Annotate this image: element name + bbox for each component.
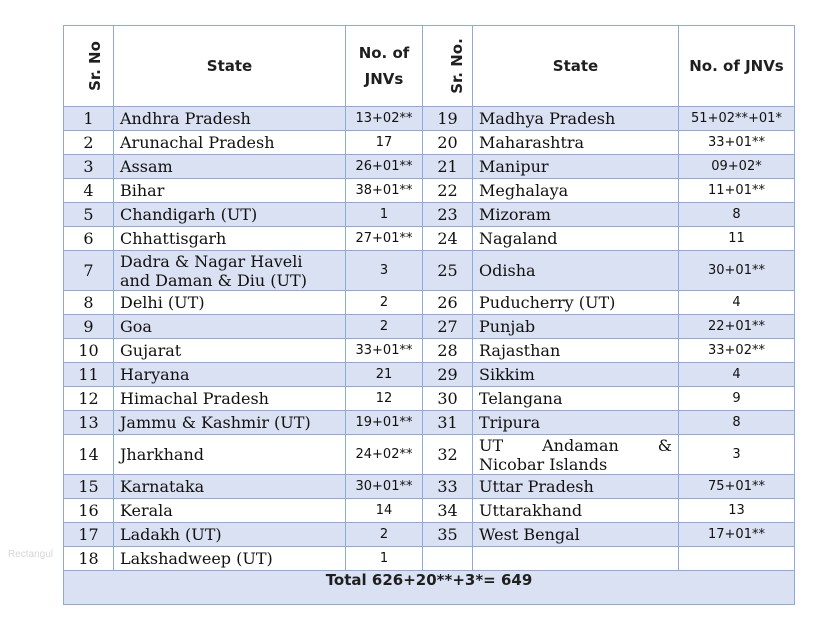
jnv-count-cell: 33+01** (679, 131, 795, 155)
sr-no-cell: 11 (64, 363, 114, 387)
sr-no-cell: 3 (64, 155, 114, 179)
jnv-count-cell: 2 (346, 523, 423, 547)
table-row (64, 107, 795, 131)
state-cell: Sikkim (473, 363, 679, 387)
sr-no-cell: 31 (423, 411, 473, 435)
jnv-count-cell: 3 (679, 435, 795, 475)
sr-no-cell: 5 (64, 203, 114, 227)
jnv-count-cell: 51+02**+01* (679, 107, 795, 131)
table-row (64, 475, 795, 499)
jnv-count-cell: 17+01** (679, 523, 795, 547)
state-cell: Punjab (473, 315, 679, 339)
state-cell: West Bengal (473, 523, 679, 547)
state-cell: Manipur (473, 155, 679, 179)
state-cell: Madhya Pradesh (473, 107, 679, 131)
jnv-state-table (63, 25, 795, 605)
table-row (64, 203, 795, 227)
sr-no-cell: 12 (64, 387, 114, 411)
table-row (64, 291, 795, 315)
state-cell: Maharashtra (473, 131, 679, 155)
state-cell: Ladakh (UT) (114, 523, 346, 547)
jnv-count-cell: 2 (346, 291, 423, 315)
jnv-count-cell: 26+01** (346, 155, 423, 179)
jnv-count-cell: 09+02* (679, 155, 795, 179)
header-state-right: State (473, 26, 679, 107)
header-sr-no-right: Sr. No. (423, 26, 473, 107)
header-state-left: State (114, 26, 346, 107)
jnv-count-cell: 4 (679, 363, 795, 387)
table-row (64, 363, 795, 387)
jnv-count-cell: 8 (679, 411, 795, 435)
jnv-count-cell: 1 (346, 203, 423, 227)
state-cell: Puducherry (UT) (473, 291, 679, 315)
state-cell: Chhattisgarh (114, 227, 346, 251)
jnv-count-cell: 12 (346, 387, 423, 411)
jnv-count-cell: 38+01** (346, 179, 423, 203)
sr-no-cell: 14 (64, 435, 114, 475)
jnv-count-cell (679, 547, 795, 571)
sr-no-cell: 19 (423, 107, 473, 131)
sr-no-cell: 22 (423, 179, 473, 203)
table-row (64, 227, 795, 251)
jnv-count-cell: 27+01** (346, 227, 423, 251)
sr-no-cell: 7 (64, 251, 114, 291)
state-cell: Rajasthan (473, 339, 679, 363)
state-cell: Jharkhand (114, 435, 346, 475)
table-row (64, 179, 795, 203)
state-cell: Goa (114, 315, 346, 339)
table-row (64, 547, 795, 571)
state-cell: Mizoram (473, 203, 679, 227)
header-jnvs-right: No. of JNVs (679, 26, 795, 107)
jnv-count-cell: 21 (346, 363, 423, 387)
state-cell: Arunachal Pradesh (114, 131, 346, 155)
sr-no-cell: 16 (64, 499, 114, 523)
table-row (64, 435, 795, 475)
table-row (64, 387, 795, 411)
state-cell: Kerala (114, 499, 346, 523)
state-cell: Bihar (114, 179, 346, 203)
sr-no-cell: 21 (423, 155, 473, 179)
jnv-count-cell: 30+01** (346, 475, 423, 499)
state-cell: Lakshadweep (UT) (114, 547, 346, 571)
sr-no-cell: 4 (64, 179, 114, 203)
jnv-count-cell: 30+01** (679, 251, 795, 291)
table-row (64, 131, 795, 155)
table-row (64, 499, 795, 523)
total-cell: Total 626+20**+3*= 649 (64, 571, 795, 605)
jnv-count-cell: 1 (346, 547, 423, 571)
table-row (64, 411, 795, 435)
state-cell: Delhi (UT) (114, 291, 346, 315)
sr-no-cell: 8 (64, 291, 114, 315)
sr-no-cell: 9 (64, 315, 114, 339)
sr-no-cell: 18 (64, 547, 114, 571)
jnv-count-cell: 11 (679, 227, 795, 251)
jnv-count-cell: 19+01** (346, 411, 423, 435)
jnv-count-cell: 33+01** (346, 339, 423, 363)
sr-no-cell: 1 (64, 107, 114, 131)
jnv-count-cell: 24+02** (346, 435, 423, 475)
table-row (64, 251, 795, 291)
jnv-count-cell: 2 (346, 315, 423, 339)
sr-no-cell: 26 (423, 291, 473, 315)
header-sr-no-left: Sr. No (64, 26, 114, 107)
state-cell: Jammu & Kashmir (UT) (114, 411, 346, 435)
state-cell: Odisha (473, 251, 679, 291)
table-row (64, 155, 795, 179)
sr-no-cell: 6 (64, 227, 114, 251)
sr-no-cell: 27 (423, 315, 473, 339)
header-jnvs-left: No. of JNVs (346, 26, 423, 107)
sr-no-cell: 32 (423, 435, 473, 475)
state-cell: Uttar Pradesh (473, 475, 679, 499)
sr-no-cell: 2 (64, 131, 114, 155)
table-row (64, 315, 795, 339)
state-cell: Chandigarh (UT) (114, 203, 346, 227)
sr-no-cell (423, 547, 473, 571)
sr-no-cell: 29 (423, 363, 473, 387)
state-cell: Gujarat (114, 339, 346, 363)
ghost-rectangle-label: Rectangul (8, 549, 54, 560)
state-cell: Uttarakhand (473, 499, 679, 523)
state-cell: Tripura (473, 411, 679, 435)
sr-no-cell: 23 (423, 203, 473, 227)
table-row (64, 339, 795, 363)
state-cell (473, 547, 679, 571)
state-cell: Himachal Pradesh (114, 387, 346, 411)
jnv-count-cell: 14 (346, 499, 423, 523)
header-row (64, 26, 795, 107)
jnv-count-cell: 4 (679, 291, 795, 315)
sr-no-cell: 13 (64, 411, 114, 435)
jnv-count-cell: 75+01** (679, 475, 795, 499)
state-cell: Meghalaya (473, 179, 679, 203)
sr-no-cell: 25 (423, 251, 473, 291)
state-cell: Telangana (473, 387, 679, 411)
jnv-count-cell: 22+01** (679, 315, 795, 339)
table-row (64, 523, 795, 547)
state-cell: Andhra Pradesh (114, 107, 346, 131)
total-row (64, 571, 795, 605)
sr-no-cell: 24 (423, 227, 473, 251)
jnv-count-cell: 17 (346, 131, 423, 155)
state-cell: Dadra & Nagar Haveli and Daman & Diu (UT) (114, 251, 346, 291)
state-cell: UT Andaman & Nicobar Islands (473, 435, 679, 475)
state-cell: Haryana (114, 363, 346, 387)
sr-no-cell: 33 (423, 475, 473, 499)
state-cell: Nagaland (473, 227, 679, 251)
sr-no-cell: 17 (64, 523, 114, 547)
jnv-count-cell: 9 (679, 387, 795, 411)
sr-no-cell: 34 (423, 499, 473, 523)
jnv-count-cell: 8 (679, 203, 795, 227)
state-cell: Karnataka (114, 475, 346, 499)
state-cell: Assam (114, 155, 346, 179)
sr-no-cell: 10 (64, 339, 114, 363)
jnv-count-cell: 13 (679, 499, 795, 523)
sr-no-cell: 35 (423, 523, 473, 547)
sr-no-cell: 30 (423, 387, 473, 411)
jnv-count-cell: 33+02** (679, 339, 795, 363)
sr-no-cell: 15 (64, 475, 114, 499)
sr-no-cell: 20 (423, 131, 473, 155)
jnv-count-cell: 13+02** (346, 107, 423, 131)
sr-no-cell: 28 (423, 339, 473, 363)
jnv-count-cell: 3 (346, 251, 423, 291)
jnv-count-cell: 11+01** (679, 179, 795, 203)
